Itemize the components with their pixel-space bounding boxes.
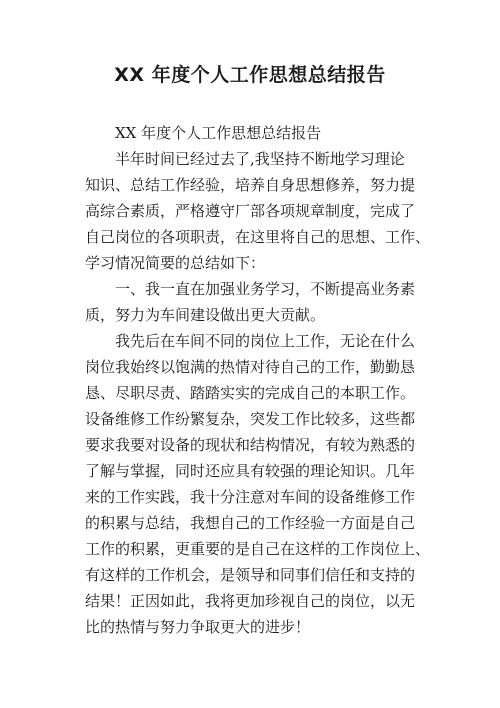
paragraph-line: 了解与掌握，同时还应具有较强的理论知识。几年 <box>85 462 416 480</box>
paragraph-line: 我先后在车间不同的岗位上工作，无论在什么 <box>115 332 416 350</box>
paragraph-line: 工作的积累，更重要的是自己在这样的工作岗位上、 <box>85 540 431 558</box>
paragraph-line: 一、我一直在加强业务学习，不断提高业务素 <box>115 280 416 298</box>
paragraph-line: 的积累与总结，我想自己的工作经验一方面是自己 <box>85 514 416 532</box>
document-title: XX 年度个人工作思想总结报告 <box>114 64 386 86</box>
paragraph-line: 自己岗位的各项职责，在这里将自己的思想、工作、 <box>85 228 431 246</box>
paragraph-line: 高综合素质，严格遵守厂部各项规章制度，完成了 <box>85 202 416 220</box>
paragraph-line: 岗位我始终以饱满的热情对待自己的工作，勤勤恳 <box>85 358 416 376</box>
subtitle-line: XX 年度个人工作思想总结报告 <box>115 124 322 142</box>
paragraph-line: 半年时间已经过去了,我坚持不断地学习理论 <box>115 150 405 168</box>
paragraph-line: 有这样的工作机会，是领导和同事们信任和支持的 <box>85 566 416 584</box>
paragraph-line: 来的工作实践，我十分注意对车间的设备维修工作 <box>85 488 416 506</box>
paragraph-line: 恳、尽职尽责、踏踏实实的完成自己的本职工作。 <box>85 384 416 402</box>
paragraph-line: 比的热情与努力争取更大的进步！ <box>85 618 311 636</box>
document-body <box>85 120 431 640</box>
paragraph-line: 设备维修工作纷繁复杂，突发工作比较多，这些都 <box>85 410 416 428</box>
paragraph-line: 学习情况简要的总结如下： <box>85 254 266 272</box>
paragraph-line: 质，努力为车间建设做出更大贡献。 <box>85 306 326 324</box>
paragraph-line: 要求我要对设备的现状和结构情况，有较为熟悉的 <box>85 436 416 454</box>
paragraph-line: 知识、总结工作经验，培养自身思想修养，努力提 <box>85 176 416 194</box>
paragraph-line: 结果！正因如此，我将更加珍视自己的岗位，以无 <box>85 592 416 610</box>
